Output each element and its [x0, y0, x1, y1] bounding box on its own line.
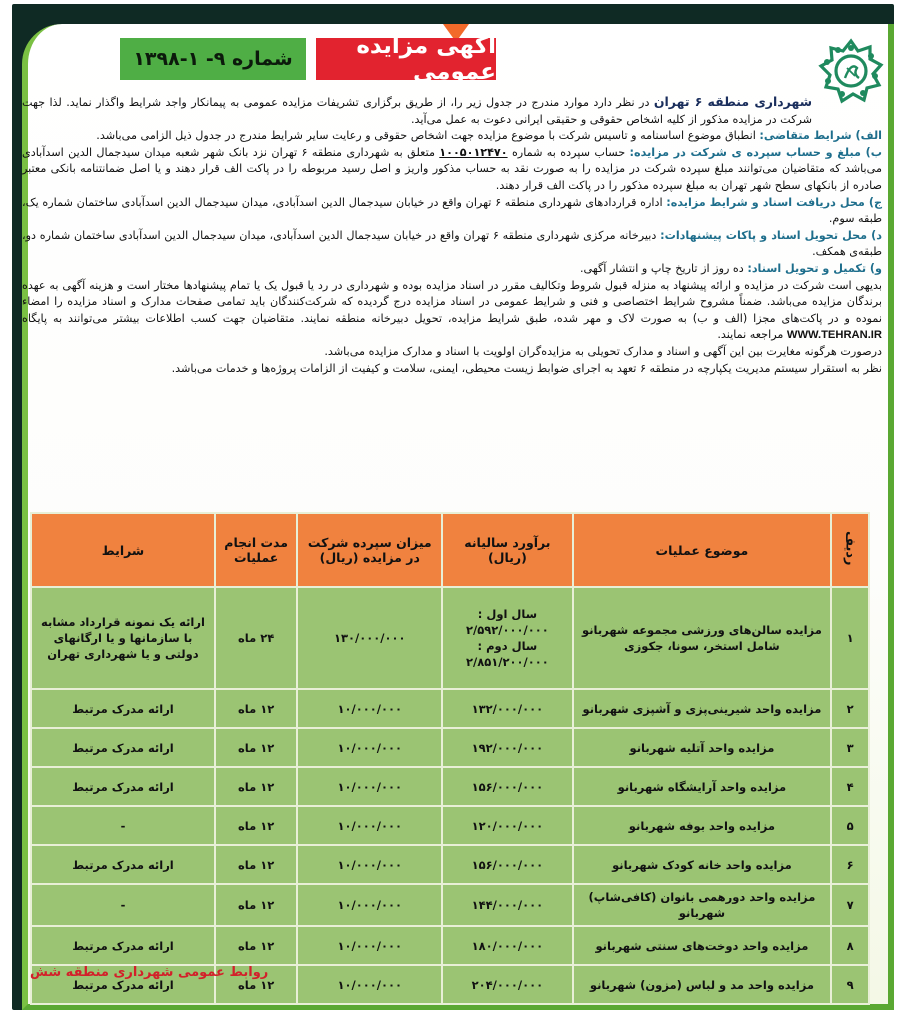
hse-paragraph: نظر به استقرار سیستم مدیریت یکپارچه در منطقه ۶ تعهد به اجرای ضوابط زیست محیطی، ایمنی، سلامت و کیفیت از الزامات پروژه‌ها و خدمات می‌باشد.: [171, 361, 882, 375]
notice-title-banner: آگهی مزایده عمومی: [316, 38, 496, 80]
intro-paragraph: [22, 94, 882, 128]
general-terms-text: بدیهی است شرکت در مزایده و ارائه پیشنهاد به منزله قبول شروط وتکالیف مقرر در اسناد مزایده بوده و شهرداری در رد یا قبول یک یا تمام پیشنهادها مختار است و هزینه آگهی به عهده برندگان مزایده می‌باشد. ضمناً مشروح شرایط اختصاصی و فنی و شرایط عمومی در اسناد مزایده درج گردیده که شرکت‌کنندگان باید تمامی صفحات مدارک و اسناد مزایده را امضاء نموده و در پاکت‌های مجزا (الف و ب) به صورت لاک و مهر شده، طبق شرایط مزایده، تحویل دبیرخانه منطقه نمایند. متقاضیان جهت کسب اطلاعات بیشتر می‌توانند به پایگاه: [22, 278, 882, 325]
estimate-year1-value: ۲/۵۹۲/۰۰۰/۰۰۰: [465, 623, 549, 637]
row-number: ۸: [832, 927, 868, 964]
row-subject: مزایده واحد بوفه شهربانو: [574, 807, 831, 844]
row-duration: ۱۲ ماه: [216, 966, 296, 1003]
table-row: [32, 927, 868, 964]
table-row: [32, 846, 868, 883]
public-relations-signature: روابط عمومی شهرداری منطقه شش: [30, 965, 269, 980]
website-link[interactable]: WWW.TEHRAN.IR: [786, 329, 882, 342]
row-conditions: ارائه یک نمونه قرارداد مشابه با سازمانها و یا ارگانهای دولتی و یا شهرداری تهران: [32, 588, 214, 688]
row-estimate: ۱۹۲/۰۰۰/۰۰۰: [443, 729, 571, 766]
section-dal: [22, 228, 882, 261]
row-number: ۷: [832, 885, 868, 925]
row-estimate: ۱۳۲/۰۰۰/۰۰۰: [443, 690, 571, 727]
row-number: ۶: [832, 846, 868, 883]
row-duration: ۱۲ ماه: [216, 807, 296, 844]
row-conditions: -: [32, 885, 214, 925]
table-row: [32, 885, 868, 925]
row-conditions: ارائه مدرک مرتبط: [32, 690, 214, 727]
section-be-text-after: متعلق به شهرداری منطقه ۶ تهران نزد بانک شهر شعبه میدان سیدجمال الدین اسدآبادی می‌باشد که متقاضیان می‌توانند مبلغ سپرده شرکت در مزایده را به صورت نقد به حساب مذکور واریز و اصل رسید مربوطه را در پاکت الف قرار دهند و یا اصل ضمانتنامه بانکی معتبر صادره از بانکهای سطح شهر تهران به مبلغ سپرده مذکور را در پاکت الف قرار دهند.: [22, 145, 882, 192]
table-row: [32, 588, 868, 688]
row-estimate: ۱۲۰/۰۰۰/۰۰۰: [443, 807, 571, 844]
row-conditions: -: [32, 807, 214, 844]
row-duration: ۲۴ ماه: [216, 588, 296, 688]
row-estimate: ۲۰۴/۰۰۰/۰۰۰: [443, 966, 571, 1003]
section-vav: [22, 261, 882, 278]
section-dal-text: دبیرخانه مرکزی شهرداری منطقه ۶ تهران واقع در خیابان سیدجمال الدین اسدآبادی، میدان سیدجمال الدین اسدآبادی ساختمان شماره دو، طبقه‌ی همکف.: [22, 228, 882, 259]
header-subject: موضوع عملیات: [574, 514, 831, 586]
row-number: ۹: [832, 966, 868, 1003]
row-deposit: ۱۰/۰۰۰/۰۰۰: [298, 807, 441, 844]
row-deposit: ۱۰/۰۰۰/۰۰۰: [298, 690, 441, 727]
row-number: ۱: [832, 588, 868, 688]
section-dal-label: د) محل تحویل اسناد و پاکات پیشنهادات:: [660, 228, 882, 242]
section-vav-label: و) تکمیل و تحویل اسناد:: [747, 261, 882, 275]
section-be: [22, 145, 882, 195]
section-alef-label: الف) شرایط متقاضی:: [759, 129, 882, 143]
estimate-year1-label: سال اول :: [477, 607, 538, 621]
header-estimate: برآورد سالیانه (ریال): [443, 514, 571, 586]
row-deposit: ۱۰/۰۰۰/۰۰۰: [298, 846, 441, 883]
estimate-year2-value: ۲/۸۵۱/۲۰۰/۰۰۰: [465, 655, 549, 669]
row-deposit: ۱۰/۰۰۰/۰۰۰: [298, 966, 441, 1003]
row-conditions: ارائه مدرک مرتبط: [32, 846, 214, 883]
section-jim-text: اداره قراردادهای شهرداری منطقه ۶ تهران واقع در خیابان سیدجمال الدین اسدآبادی، میدان سیدجمال الدین اسدآبادی ساختمان شماره یک، طبقه سوم.: [22, 195, 882, 226]
row-number: ۳: [832, 729, 868, 766]
estimate-year2-label: سال دوم :: [477, 639, 538, 653]
row-duration: ۱۲ ماه: [216, 885, 296, 925]
row-subject: مزایده واحد آرایشگاه شهربانو: [574, 768, 831, 805]
section-jim-label: ج) محل دریافت اسناد و شرایط مزایده:: [666, 195, 883, 209]
row-duration: ۱۲ ماه: [216, 768, 296, 805]
row-subject: مزایده واحد آتلیه شهربانو: [574, 729, 831, 766]
table-row: [32, 768, 868, 805]
row-estimate: ۱۵۶/۰۰۰/۰۰۰: [443, 768, 571, 805]
intro-text: در نظر دارد موارد مندرج در جدول زیر را، از طریق برگزاری تشریفات مزایده عمومی به پیمانکار واجد شرایط واگذار نماید. لذا جهت شرکت در مزایده مذکور از کلیه اشخاص حقوقی و حقیقی ایرانی دعوت به عمل می‌آید.: [22, 96, 812, 126]
row-subject: مزایده واحد دوخت‌های سنتی شهربانو: [574, 927, 831, 964]
header-duration: مدت انجام عملیات: [216, 514, 296, 586]
auction-items-table: [30, 512, 870, 1005]
row-conditions: ارائه مدرک مرتبط: [32, 768, 214, 805]
notice-number-banner: شماره ۹- ۱-۱۳۹۸: [120, 38, 306, 80]
table-header-row: [32, 514, 868, 586]
row-estimate: ۱۸۰/۰۰۰/۰۰۰: [443, 927, 571, 964]
section-alef: [22, 128, 882, 145]
header-row-number: ردیف: [832, 514, 868, 586]
row-deposit: ۱۰/۰۰۰/۰۰۰: [298, 927, 441, 964]
row-conditions: ارائه مدرک مرتبط: [32, 966, 214, 1003]
table-row: [32, 807, 868, 844]
row-estimate: [443, 588, 571, 688]
row-deposit: ۱۰/۰۰۰/۰۰۰: [298, 885, 441, 925]
table-row: [32, 690, 868, 727]
deposit-account-number: ۱۰۰۵۰۱۲۴۷۰: [439, 145, 508, 159]
discrepancy-paragraph: درصورت هرگونه مغایرت بین این آگهی و اسناد و مدارک تحویلی به مزایده‌گران اولویت با اسناد و مدارک مزایده می‌باشد.: [324, 344, 882, 358]
row-number: ۴: [832, 768, 868, 805]
general-terms-paragraph: [22, 278, 882, 344]
section-vav-text: ده روز از تاریخ چاپ و انتشار آگهی.: [579, 261, 748, 275]
row-deposit: ۱۳۰/۰۰۰/۰۰۰: [298, 588, 441, 688]
row-estimate: ۱۴۴/۰۰۰/۰۰۰: [443, 885, 571, 925]
notice-text-block: [22, 94, 882, 377]
intro-lead: شهرداری منطقه ۶ تهران: [653, 94, 812, 109]
row-duration: ۱۲ ماه: [216, 729, 296, 766]
row-conditions: ارائه مدرک مرتبط: [32, 729, 214, 766]
section-be-label: ب) مبلغ و حساب سپرده ی شرکت در مزایده:: [629, 145, 882, 159]
row-conditions: ارائه مدرک مرتبط: [32, 927, 214, 964]
row-subject: مزایده واحد شیرینی‌پزی و آشپزی شهربانو: [574, 690, 831, 727]
row-deposit: ۱۰/۰۰۰/۰۰۰: [298, 768, 441, 805]
row-subject: مزایده واحد دورهمی بانوان (کافی‌شاپ) شهربانو: [574, 885, 831, 925]
row-subject: مزایده سالن‌های ورزشی مجموعه شهربانو شامل استخر، سونا، جکوزی: [574, 588, 831, 688]
header-conditions: شرایط: [32, 514, 214, 586]
row-duration: ۱۲ ماه: [216, 846, 296, 883]
table-row: [32, 729, 868, 766]
row-subject: مزایده واحد مد و لباس (مزون) شهربانو: [574, 966, 831, 1003]
header-deposit: میزان سپرده شرکت در مزایده (ریال): [298, 514, 441, 586]
row-duration: ۱۲ ماه: [216, 690, 296, 727]
section-jim: [22, 195, 882, 228]
general-terms-text-end: مراجعه نمایند.: [717, 328, 787, 342]
row-duration: ۱۲ ماه: [216, 927, 296, 964]
row-number: ۵: [832, 807, 868, 844]
row-subject: مزایده واحد خانه کودک شهربانو: [574, 846, 831, 883]
row-deposit: ۱۰/۰۰۰/۰۰۰: [298, 729, 441, 766]
section-be-text-before: حساب سپرده به شماره: [507, 145, 630, 159]
section-alef-text: انطباق موضوع اساسنامه و تاسیس شرکت با موضوع مزایده جهت اشخاص حقوقی و رعایت سایر شرایط مندرج در جدول ذیل الزامی می‌باشد.: [96, 129, 760, 143]
row-estimate: ۱۵۶/۰۰۰/۰۰۰: [443, 846, 571, 883]
row-number: ۲: [832, 690, 868, 727]
